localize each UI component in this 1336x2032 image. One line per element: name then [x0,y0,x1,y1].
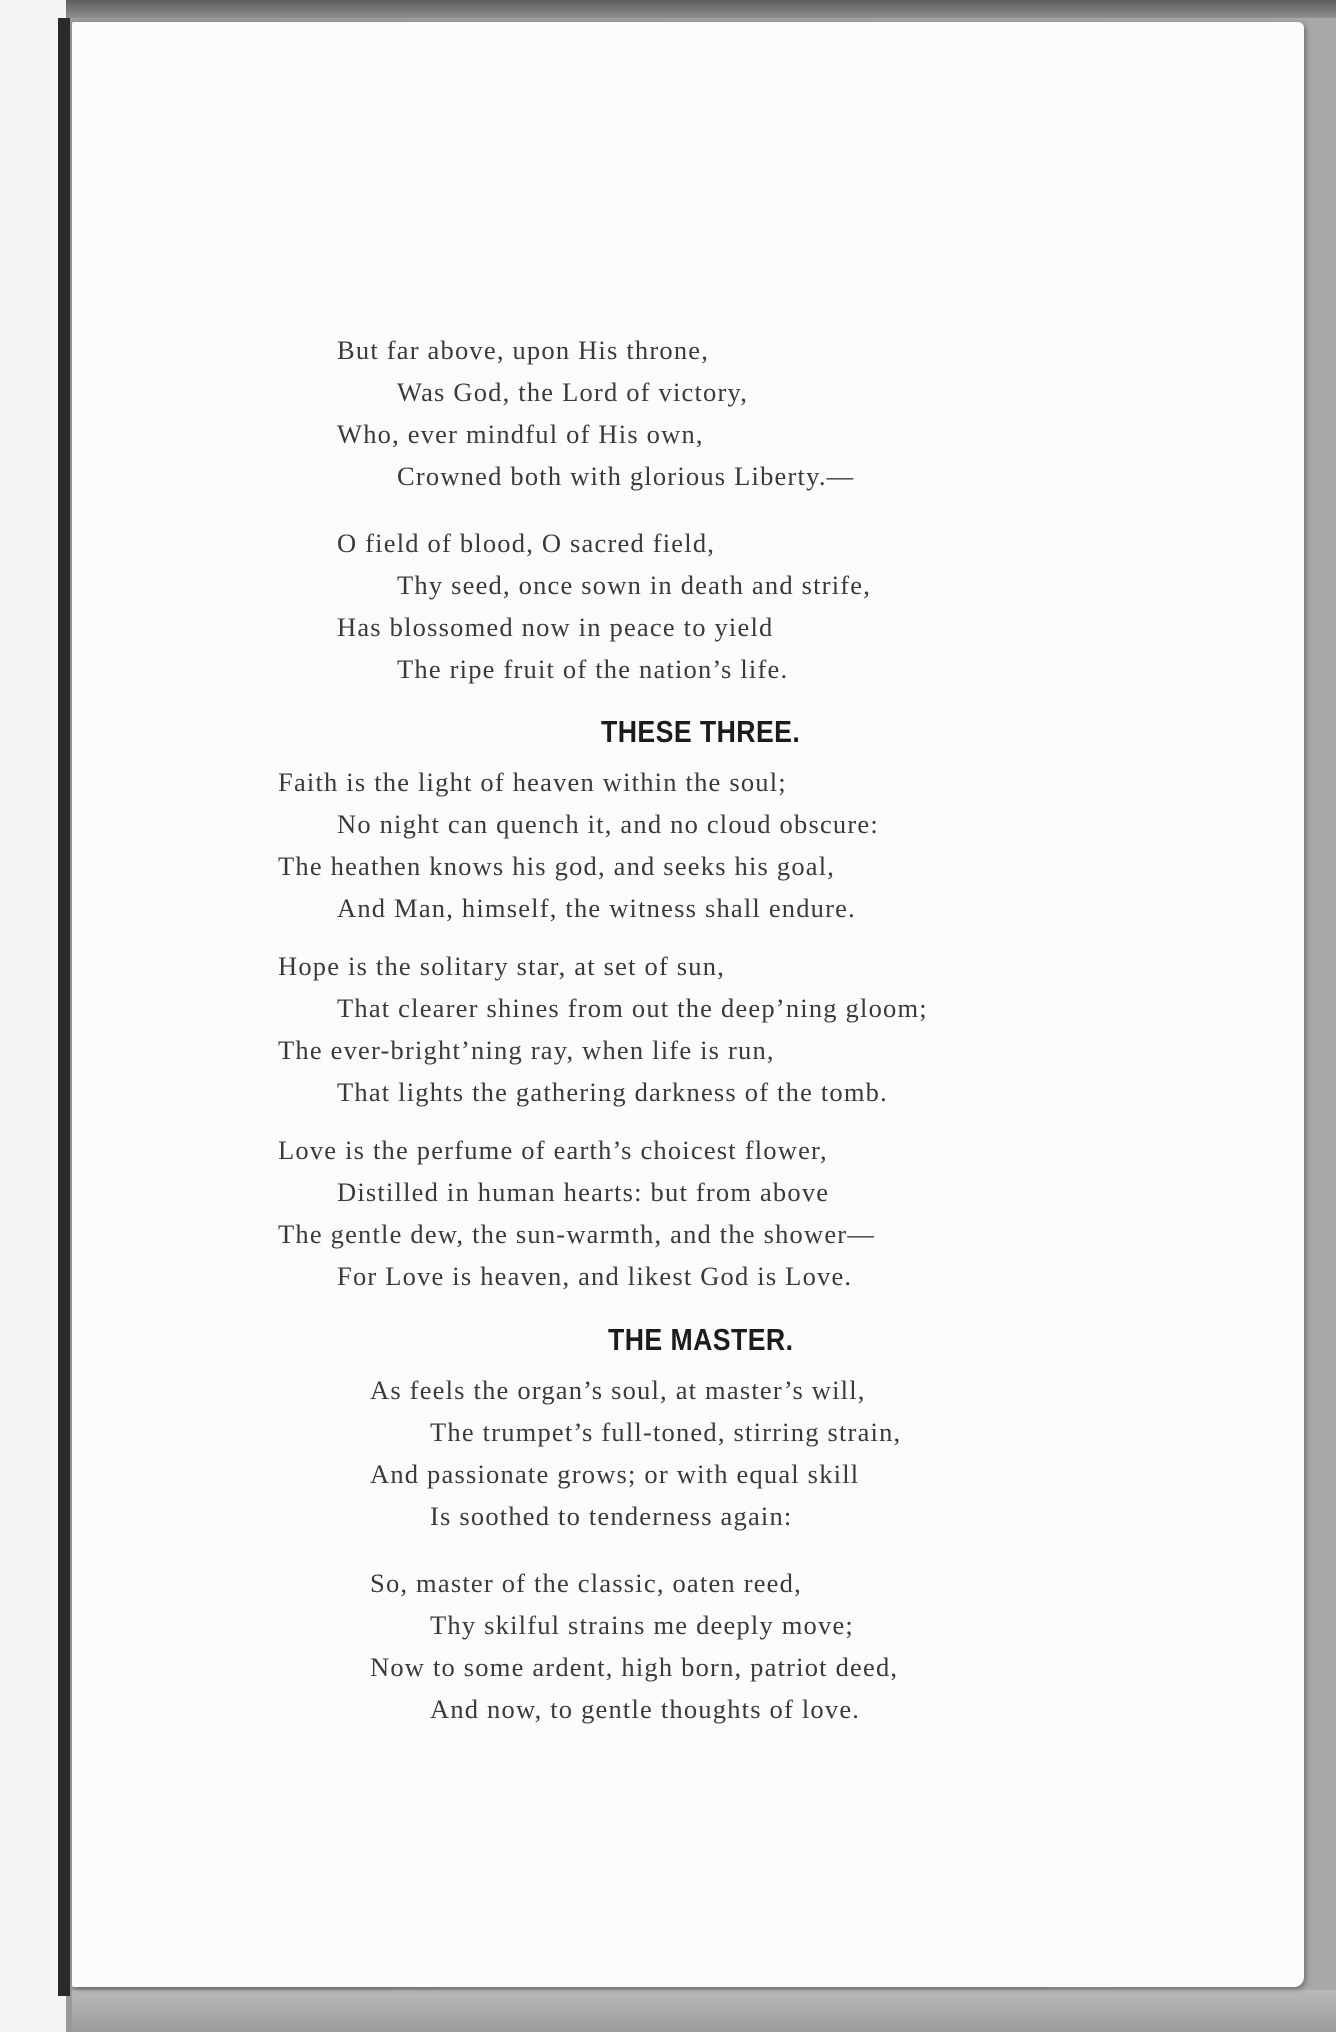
verse-line: For Love is heaven, and likest God is Love. [337,1261,853,1291]
verse-line: Is soothed to tenderness again: [430,1501,793,1531]
verse-line: Distilled in human hearts: but from above [337,1177,830,1207]
verse-line: Was God, the Lord of victory, [397,377,749,407]
verse-line: As feels the organ’s soul, at master’s will, [370,1375,866,1405]
verse-line: Thy seed, once sown in death and strife, [397,570,872,600]
verse-line: The ripe fruit of the nation’s life. [397,654,789,684]
scanner-bottom-edge [72,1990,1336,2032]
verse-line: The gentle dew, the sun-warmth, and the shower— [278,1219,876,1249]
verse-line: Hope is the solitary star, at set of sun, [278,951,726,981]
verse-line: The trumpet’s full-toned, stirring strain, [430,1417,902,1447]
verse-line: That clearer shines from out the deep’ning gloom; [337,993,928,1023]
verse-line: And Man, himself, the witness shall endure. [337,893,856,923]
verse-line: Crowned both with glorious Liberty.— [397,461,855,491]
poem-title: THE MASTER. [608,1322,794,1357]
facing-page-edge [0,0,66,2032]
verse-line: The ever-bright’ning ray, when life is run, [278,1035,775,1065]
verse-line: Love is the perfume of earth’s choicest flower, [278,1135,828,1165]
poem-title: THESE THREE. [601,714,801,749]
verse-line: That lights the gathering darkness of the tomb. [337,1077,888,1107]
verse-line: Who, ever mindful of His own, [337,419,704,449]
verse-line: Thy skilful strains me deeply move; [430,1610,854,1640]
book-spine [58,18,70,1996]
book-page [72,22,1304,1987]
verse-line: Has blossomed now in peace to yield [337,612,774,642]
verse-line: But far above, upon His throne, [337,335,710,365]
verse-line: And passionate grows; or with equal skill [370,1459,860,1489]
verse-line: No night can quench it, and no cloud obscure: [337,809,879,839]
scanner-top-edge [0,0,1336,18]
verse-line: Faith is the light of heaven within the soul; [278,767,787,797]
verse-line: O field of blood, O sacred field, [337,528,716,558]
verse-line: So, master of the classic, oaten reed, [370,1568,802,1598]
verse-line: Now to some ardent, high born, patriot deed, [370,1652,899,1682]
verse-line: And now, to gentle thoughts of love. [430,1694,861,1724]
verse-line: The heathen knows his god, and seeks his goal, [278,851,836,881]
